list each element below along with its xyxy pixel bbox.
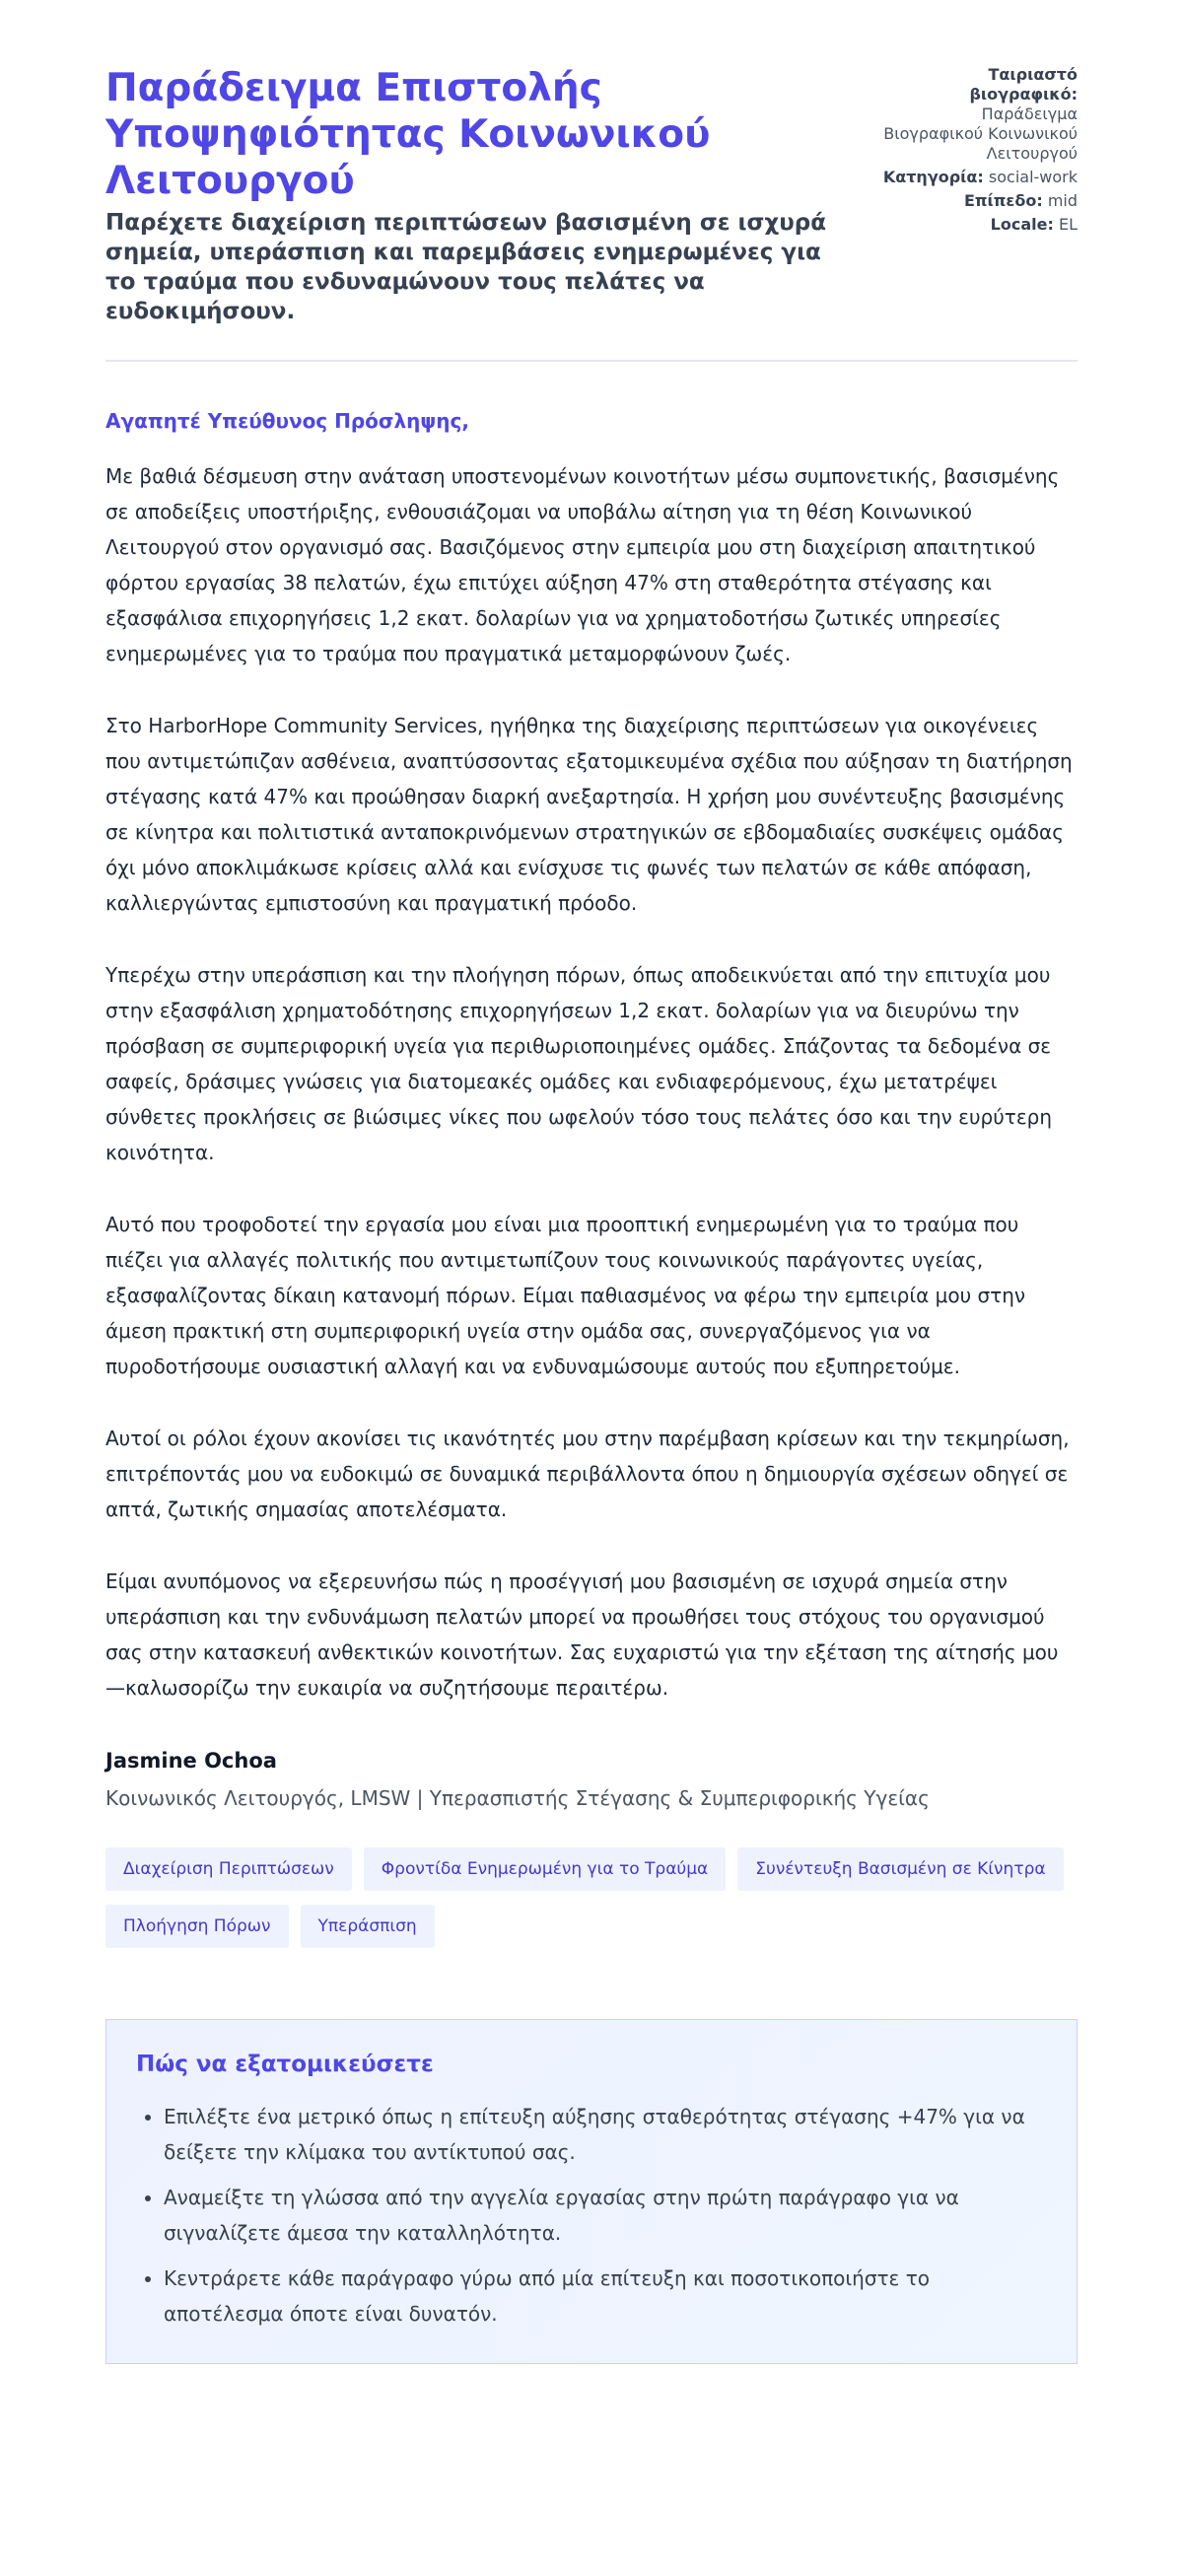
- skill-tag: Διαχείριση Περιπτώσεων: [105, 1847, 352, 1891]
- cover-letter-page: [105, 0, 1078, 2364]
- meta-panel: [880, 65, 1078, 239]
- letter-paragraph: Με βαθιά δέσμευση στην ανάταση υποστενομένων κοινοτήτων μέσω συμπονετικής, βασισμένης σε αποδείξεις υποστήριξης, ενθουσιάζομαι να υποβάλω αίτηση για τη θέση Κοινωνικού Λειτουργού στον οργανισμό σας. Βασιζόμενος στην εμπειρία μου στη διαχείριση απαιτητικού φόρτου εργασίας 38 πελατών, έχω επιτύχει αύξηση 47% στη σταθερότητα στέγασης και εξασφάλισα επιχορηγήσεις 1,2 εκατ. δολαρίων για να χρηματοδοτήσω ζωτικές υπηρεσίες ενημερωμένες για το τραύμα που πραγματικά μεταμορφώνουν ζωές.: [105, 464, 1060, 665]
- meta-locale-value: EL: [1058, 215, 1078, 234]
- meta-bio-label: Ταιριαστό βιογραφικό:: [969, 65, 1078, 104]
- page-title: Παράδειγμα Επιστολής Υποψηφιότητας Κοινωνικού Λειτουργού: [105, 66, 711, 203]
- skill-tag: Πλοήγηση Πόρων: [105, 1905, 289, 1948]
- tips-item: • Αναμείξτε τη γλώσσα από την αγγελία εργασίας στην πρώτη παράγραφο για να σιγναλίζετε άμεσα την καταλληλότητα.: [164, 2180, 1047, 2251]
- meta-locale: [880, 215, 1078, 235]
- signature-name: Jasmine Ochoa: [105, 1749, 277, 1773]
- signature-title: Κοινωνικός Λειτουργός, LMSW | Υπερασπιστής Στέγασης & Συμπεριφορικής Υγείας: [105, 1786, 930, 1810]
- meta-category: [880, 168, 1078, 187]
- customization-tips: [105, 2019, 1078, 2364]
- letter-paragraph: Αυτό που τροφοδοτεί την εργασία μου είναι μια προοπτική ενημερωμένη για το τραύμα που πιέζει για αλλαγές πολιτικής που αντιμετωπίζουν τους κοινωνικούς παράγοντες υγείας, εξασφαλίζοντας δίκαιη κατανομή πόρων. Είμαι παθιασμένος να φέρω την εμπειρία μου στην άμεση πρακτική στη συμπεριφορική υγεία στην ομάδα σας, συνεργαζόμενος για να πυροδοτήσουμε ουσιαστική αλλαγή και να ενδυναμώσουμε αυτούς που εξυπηρετούμε.: [105, 1213, 1026, 1378]
- meta-level-label: Επίπεδο:: [963, 191, 1043, 210]
- tips-title: Πώς να εξατομικεύσετε: [136, 2052, 434, 2077]
- meta-bio-value[interactable]: Παράδειγμα Βιογραφικού Κοινωνικού Λειτουργού: [883, 104, 1078, 163]
- meta-locale-label: Locale:: [990, 215, 1054, 234]
- letter-paragraph: Στο HarborHope Community Services, ηγήθηκα της διαχείρισης περιπτώσεων για οικογένειες που αντιμετώπιζαν ασθένεια, αναπτύσσοντας εξατομικευμένα σχέδια που αύξησαν τη διατήρηση στέγασης κατά 47% και προώθησαν διαρκή ανεξαρτησία. Η χρήση μου συνέντευξης βασισμένης σε κίνητρα και πολιτιστικά ανταποκρινόμενων στρατηγικών σε εβδομαδιαίες συσκέψεις ομάδας όχι μόνο αποκλιμάκωσε κρίσεις αλλά και ενίσχυσε τις φωνές των πελατών σε κάθε απόφαση, καλλιεργώντας εμπιστοσύνη και πραγματική πρόοδο.: [105, 714, 1073, 915]
- letter-greeting: Αγαπητέ Υπεύθυνος Πρόσληψης,: [105, 409, 469, 433]
- letter-paragraph: Αυτοί οι ρόλοι έχουν ακονίσει τις ικανότητές μου στην παρέμβαση κρίσεων και την τεκμηρίωση, επιτρέποντάς μου να ευδοκιμώ σε δυναμικά περιβάλλοντα όπου η δημιουργία σχέσεων οδηγεί σε απτά, ζωτικής σημασίας αποτελέσματα.: [105, 1427, 1070, 1521]
- page-header: [105, 65, 1078, 362]
- skill-tag: Συνέντευξη Βασισμένη σε Κίνητρα: [737, 1847, 1063, 1891]
- letter-paragraph: Υπερέχω στην υπεράσπιση και την πλοήγηση πόρων, όπως αποδεικνύεται από την επιτυχία μου στην εξασφάλιση χρηματοδότησης επιχορηγήσεων 1,2 εκατ. δολαρίων για να διευρύνω την πρόσβαση σε συμπεριφορική υγεία για περιθωριοποιημένες ομάδες. Σπάζοντας τα δεδομένα σε σαφείς, δράσιμες γνώσεις για διατομεακές ομάδες και ενδιαφερόμενους, έχω μετατρέψει σύνθετες προκλήσεις σε βιώσιμες νίκες που ωφελούν τόσο τους πελάτες όσο και την ευρύτερη κοινότητα.: [105, 963, 1053, 1164]
- page-subtitle: Παρέχετε διαχείριση περιπτώσεων βασισμένη σε ισχυρά σημεία, υπεράσπιση και παρεμβάσεις ενημερωμένες για το τραύμα που ενδυναμώνουν τους πελάτες να ευδοκιμήσουν.: [105, 210, 827, 324]
- meta-bio: [880, 65, 1078, 164]
- signature-block: [105, 1749, 1078, 1810]
- skill-tag: Υπεράσπιση: [301, 1905, 435, 1948]
- tips-item: • Επιλέξτε ένα μετρικό όπως η επίτευξη αύξησης σταθερότητας στέγασης +47% για να δείξετε την κλίμακα του αντίκτυπού σας.: [164, 2099, 1047, 2170]
- letter-body: [105, 458, 1078, 1706]
- title-block: [105, 65, 835, 326]
- meta-level: [880, 191, 1078, 211]
- meta-category-value: social-work: [988, 168, 1078, 186]
- meta-category-label: Κατηγορία:: [882, 168, 984, 186]
- skill-tag: Φροντίδα Ενημερωμένη για το Τραύμα: [364, 1847, 727, 1891]
- tips-item: • Κεντράρετε κάθε παράγραφο γύρω από μία επίτευξη και ποσοτικοποιήστε το αποτέλεσμα όποτε είναι δυνατόν.: [164, 2261, 1047, 2332]
- meta-level-value: mid: [1047, 191, 1078, 210]
- tips-list: [136, 2099, 1047, 2332]
- skill-tags: [105, 1847, 1078, 1948]
- letter-paragraph: Είμαι ανυπόμονος να εξερευνήσω πώς η προσέγγισή μου βασισμένη σε ισχυρά σημεία στην υπεράσπιση και την ενδυνάμωση πελατών μπορεί να προωθήσει τους στόχους του οργανισμού σας στην κατασκευή ανθεκτικών κοινοτήτων. Σας ευχαριστώ για την εξέταση της αίτησής μου—καλωσορίζω την ευκαιρία να συζητήσουμε περαιτέρω.: [105, 1569, 1059, 1700]
